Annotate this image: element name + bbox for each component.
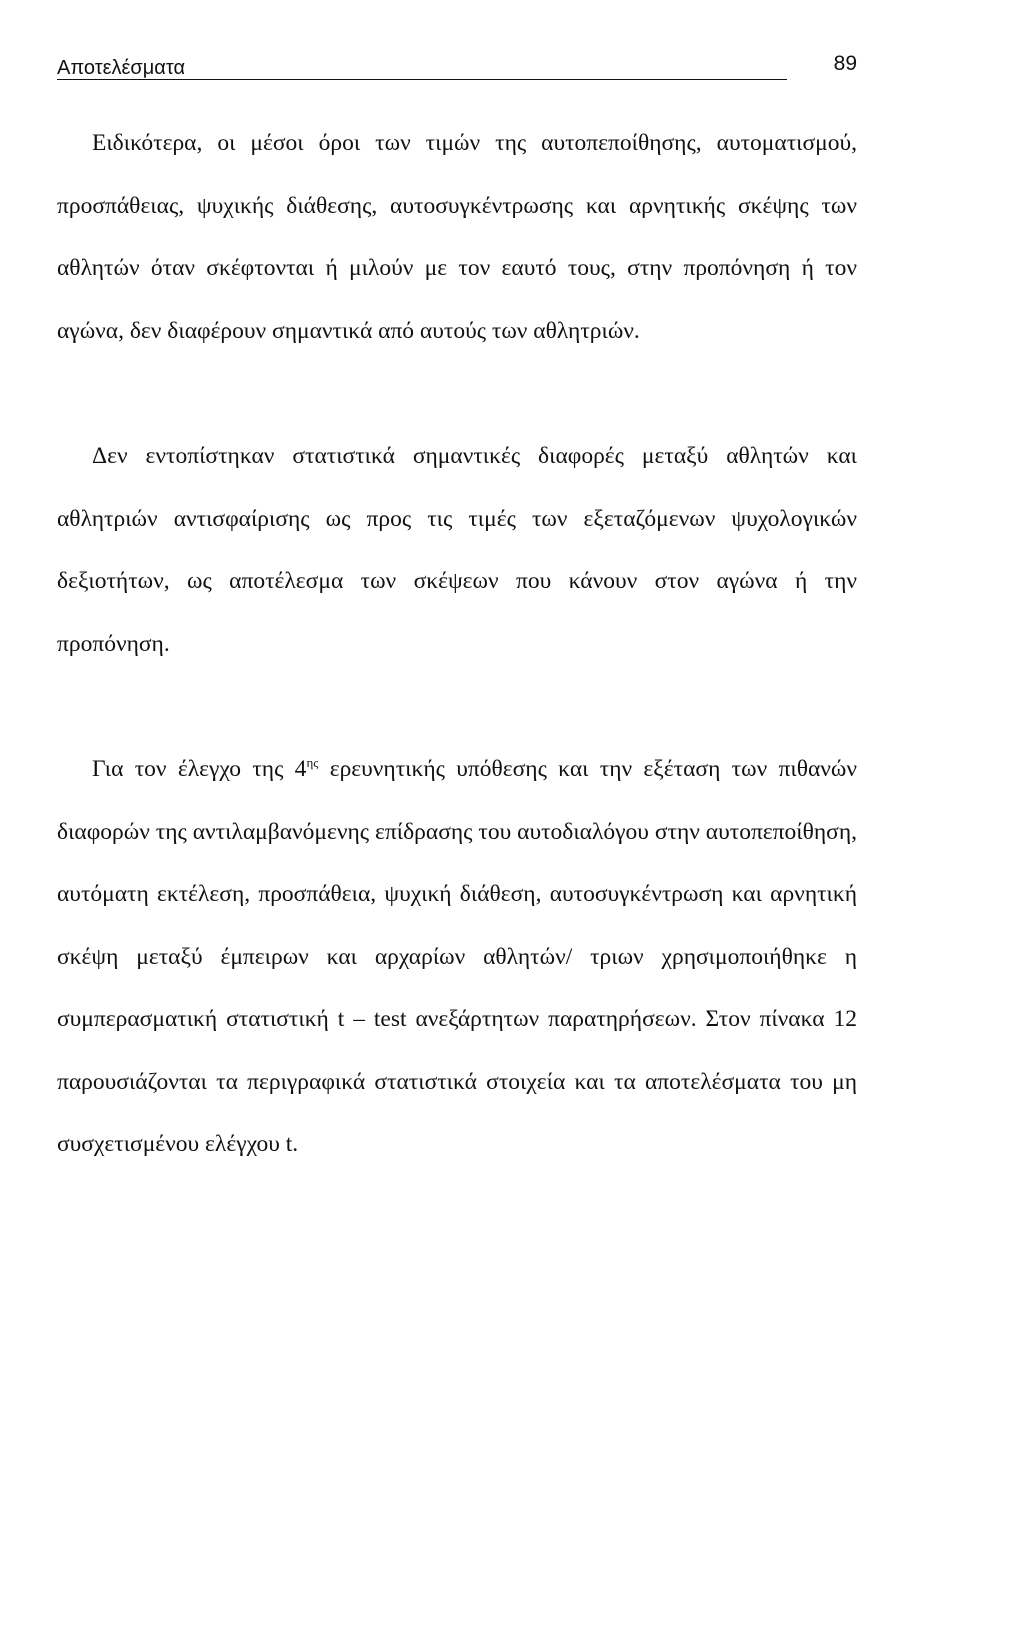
paragraph-3-rest: ερευνητικής υπόθεσης και την εξέταση των πιθανών διαφορών της αντιλαμβανόμενης επίδρασης του αυτοδιαλόγου στην αυτοπεποίθηση, αυτόματη εκτέλεση, προσπάθεια, ψυχική διάθεση, αυτοσυγκέντρωση και αρνητική σκέψη μεταξύ έμπειρων και αρχαρίων αθλητών/ τριων χρησιμοποιήθηκε η συμπερασματική στατιστική t – test ανεξάρτητων παρατηρήσεων. Στον πίνακα 12 παρουσιάζονται τα περιγραφικά στατιστικά στοιχεία και τα αποτελέσματα του μη συσχετισμένου ελέγχου t. — [57, 756, 857, 1157]
paragraph-1: Ειδικότερα, οι μέσοι όροι των τιμών της αυτοπεποίθησης, αυτοματισμού, προσπάθειας, ψυχικής διάθεσης, αυτοσυγκέντρωσης και αρνητικής σκέψης των αθλητών όταν σκέφτονται ή μιλούν με τον εαυτό τους, στην προπόνηση ή τον αγώνα, δεν διαφέρουν σημαντικά από αυτούς των αθλητριών. — [57, 130, 857, 344]
page-header — [57, 48, 857, 82]
paragraph-3 — [57, 738, 857, 1176]
page-number: 89 — [833, 52, 857, 75]
section-title: Αποτελέσματα — [57, 57, 186, 79]
paragraph-2: Δεν εντοπίστηκαν στατιστικά σημαντικές διαφορές μεταξύ αθλητών και αθλητριών αντισφαίρισης ως προς τις τιμές των εξεταζόμενων ψυχολογικών δεξιοτήτων, ως αποτέλεσμα των σκέψεων που κάνουν στον αγώνα ή την προπόνηση. — [57, 443, 857, 657]
paragraph-3-lead: Για τον έλεγχο της 4 — [92, 756, 307, 782]
header-rule — [57, 79, 787, 80]
ordinal-superscript: ης — [306, 755, 319, 771]
